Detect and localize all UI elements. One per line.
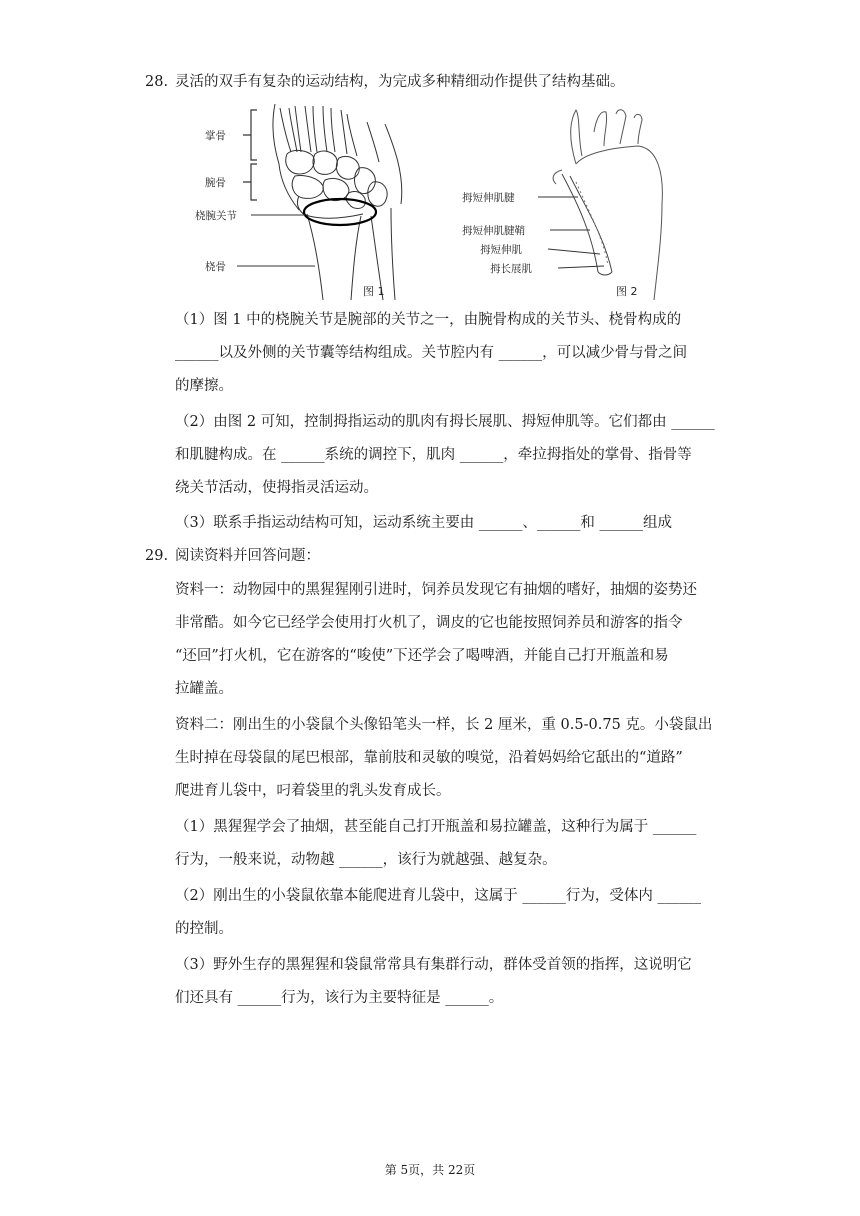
q29-line-8: 爬进育儿袋中，叼着袋里的乳头发育成长。 (175, 783, 451, 799)
metacarpal-bracket (243, 110, 257, 160)
q28-line-7: （3）联系手指运动结构可知，运动系统主要由 ______、______和 ______组成 (175, 515, 672, 531)
question-28-number: 28. (145, 74, 169, 90)
question-29-number: 29. (145, 548, 169, 564)
label-radius: 桡骨 (205, 261, 226, 273)
q29-line-11: （2）刚出生的小袋鼠依靠本能爬进育儿袋中，这属于 ______行为，受体内 ______ (175, 888, 701, 904)
q29-line-9: （1）黑猩猩学会了抽烟，甚至能自己打开瓶盖和易拉罐盖，这种行为属于 ______ (175, 819, 697, 835)
label-tendon-sheath: 拇短伸肌腱鞘 (462, 225, 525, 237)
q29-line-4: “还回”打火机，它在游客的“唆使”下还学会了喝啤酒，并能自己打开瓶盖和易 (175, 648, 669, 664)
q28-line-4: （2）由图 2 可知，控制拇指运动的肌肉有拇长展肌、拇短伸肌等。它们都由 ______ (175, 414, 715, 430)
figure-1-wrist-bones (195, 104, 430, 302)
q29-line-5: 拉罐盖。 (175, 681, 233, 697)
label-radiocarpal-joint: 桡腕关节 (195, 210, 237, 222)
q29-line-3: 非常酷。如今它已经学会使用打火机了，调皮的它也能按照饲养员和游客的指令 (175, 615, 683, 631)
q28-line-2: ______以及外侧的关节囊等结构组成。关节腔内有 ______，可以减少骨与骨之间 (175, 345, 688, 361)
figure-1-caption: 图 1 (363, 285, 385, 298)
label-extensor-muscle: 拇短伸肌 (480, 244, 522, 256)
figure-2-caption: 图 2 (616, 285, 638, 298)
q28-line-3: 的摩擦。 (175, 378, 233, 394)
q29-line-6: 资料二：刚出生的小袋鼠个头像铅笔头一样，长 2 厘米，重 0.5-0.75 克。小袋鼠出 (175, 717, 713, 733)
label-metacarpal: 掌骨 (205, 130, 226, 142)
radiocarpal-joint-ellipse (304, 199, 376, 225)
label-carpal: 腕骨 (205, 177, 226, 189)
q29-line-1: 阅读资料并回答问题： (175, 548, 320, 564)
q29-line-13: （3）野外生存的黑猩猩和袋鼠常常具有集群行动，群体受首领的指挥，这说明它 (175, 957, 692, 973)
q29-line-2: 资料一：动物园中的黑猩猩刚引进时，饲养员发现它有抽烟的嗜好，抽烟的姿势还 (175, 582, 697, 598)
q29-line-14: 们还具有 ______行为，该行为主要特征是 ______。 (175, 990, 504, 1006)
q28-line-1: （1）图 1 中的桡腕关节是腕部的关节之一，由腕骨构成的关节头、桡骨构成的 (175, 312, 682, 328)
q28-line-6: 绕关节活动，使拇指灵活运动。 (175, 480, 378, 496)
label-tendon: 拇短伸肌腱 (462, 192, 515, 204)
label-abductor-muscle: 拇长展肌 (490, 263, 532, 275)
q29-line-10: 行为，一般来说，动物越 ______，该行为就越强、越复杂。 (175, 852, 557, 868)
q29-line-12: 的控制。 (175, 921, 233, 937)
figure-2-thumb-muscles (458, 104, 698, 302)
q28-line-5: 和肌腱构成。在 ______系统的调控下，肌肉 ______，牵拉拇指处的掌骨、指骨等 (175, 447, 692, 463)
q29-line-7: 生时掉在母袋鼠的尾巴根部，靠前肢和灵敏的嗅觉，沿着妈妈给它舐出的“道路” (175, 750, 683, 766)
carpal-bracket (243, 164, 257, 200)
question-28-stem: 灵活的双手有复杂的运动结构，为完成多种精细动作提供了结构基础。 (175, 74, 625, 90)
page-footer: 第 5页，共 22页 (384, 1163, 476, 1177)
pointer-extensor (548, 249, 600, 254)
